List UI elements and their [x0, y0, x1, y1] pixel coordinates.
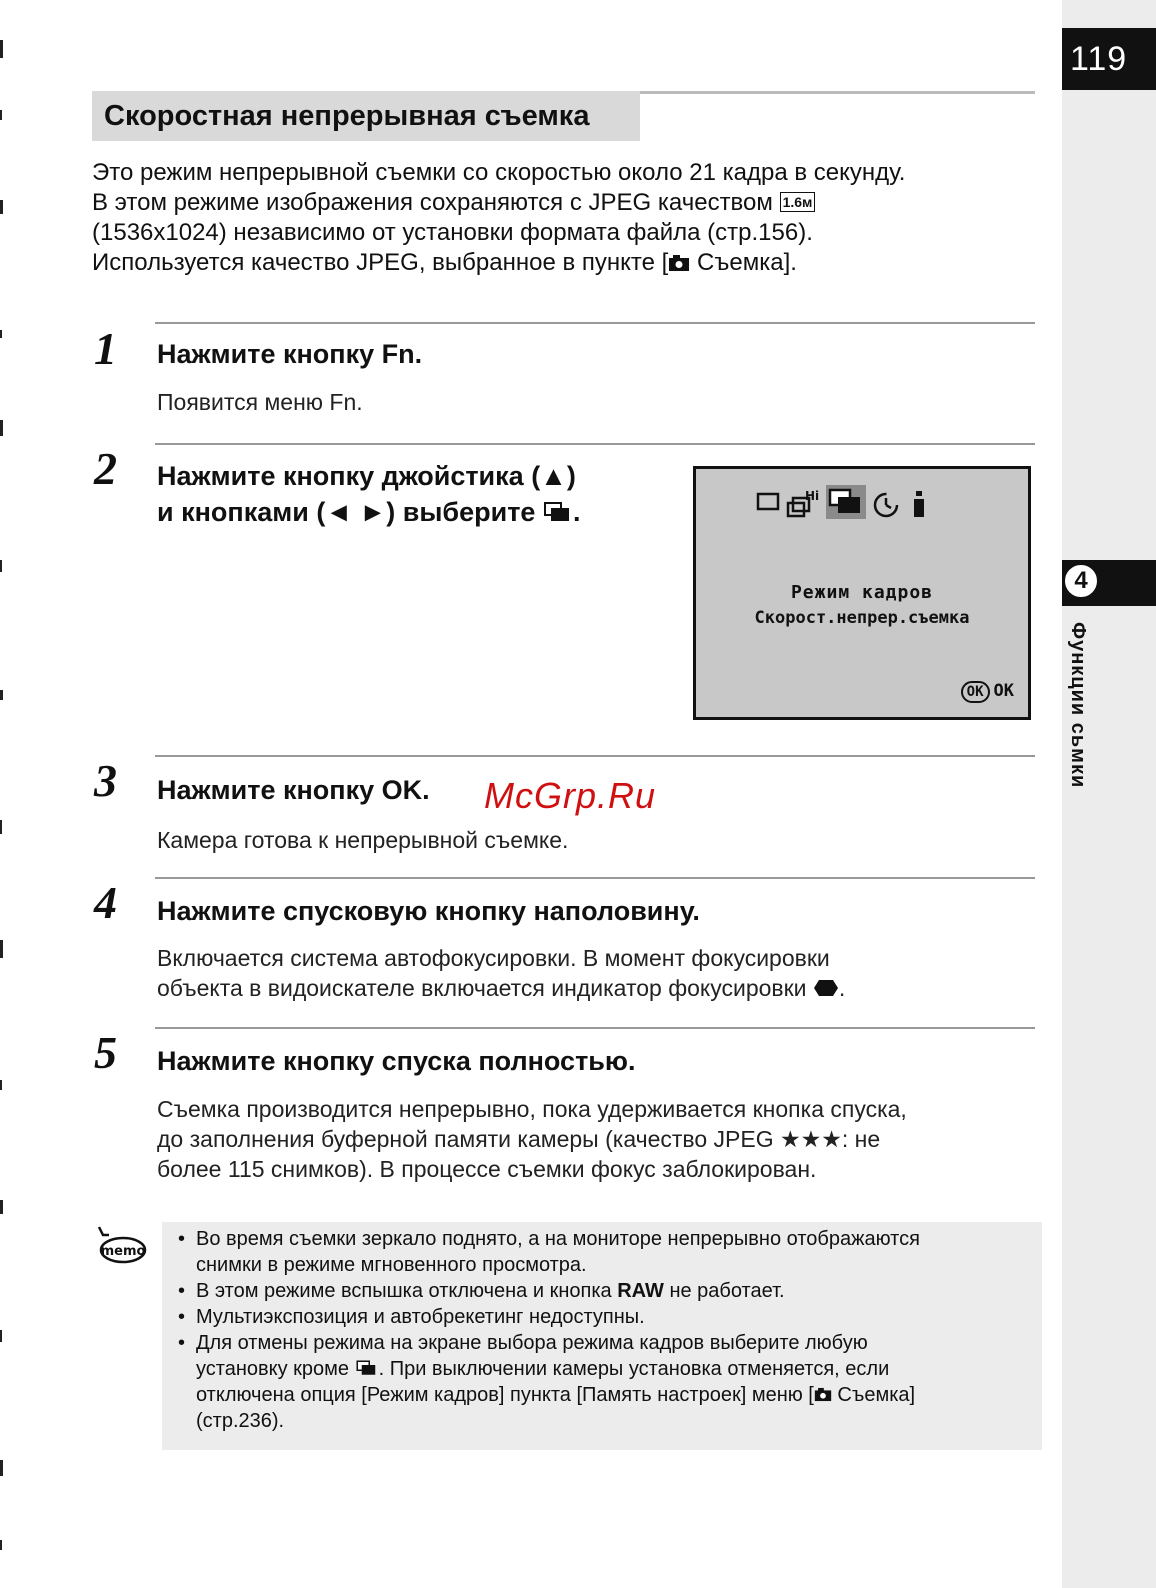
step-5-body-line-3: более 115 снимков). В процессе съемки фокус заблокирован.	[157, 1156, 817, 1182]
section-title: Скоростная непрерывная съемка	[104, 100, 590, 132]
step-3-body-line: Камера готова к непрерывной съемке.	[157, 827, 569, 853]
ok-button-icon: OK	[961, 681, 990, 703]
step-4-number: 4	[94, 877, 117, 928]
step-1-rule	[155, 322, 1035, 324]
camera-mode-label: Режим кадров	[790, 582, 934, 603]
camera-mode-value: Скорост.непрер.съемка	[754, 608, 970, 628]
step-5-body-line-2: до заполнения буферной памяти камеры (качество JPEG ★★★: не	[157, 1126, 881, 1152]
memo-item: • Для отмены режима на экране выбора режима кадров выберите любую установку кроме . При выключении камеры установка отменяется, если отключена опция [Режим кадров] пункта [Память настроек] меню [ Съемка] (стр.236).	[176, 1330, 1036, 1434]
memo-item: • В этом режиме вспышка отключена и кнопка RAW не работает.	[176, 1278, 1036, 1304]
step-2-title-line-2: и кнопками (◄ ►) выберите .	[157, 497, 581, 527]
continuous-hi-icon	[786, 489, 820, 519]
step-4-rule	[155, 877, 1035, 879]
memo-list	[176, 1226, 1036, 1434]
step-5-title: Нажмите кнопку спуска полностью.	[157, 1046, 636, 1076]
quality-badge-icon: 1.6м	[780, 192, 816, 212]
step-5-rule	[155, 1027, 1035, 1029]
step-3-body	[157, 825, 568, 855]
intro-line-1: Это режим непрерывной съемки со скоростью около 21 кадра в секунду.	[92, 159, 906, 186]
step-5-body	[157, 1094, 907, 1184]
burst-mode-icon	[543, 500, 573, 524]
scan-margin-marks	[0, 0, 6, 1588]
watermark-text: McGrp.Ru	[484, 775, 657, 816]
step-3-title: Нажмите кнопку OK.	[157, 775, 430, 805]
chapter-tab-strip	[1062, 0, 1156, 1588]
svg-text:memo: memo	[100, 1244, 146, 1259]
step-2-number: 2	[94, 443, 117, 494]
camera-ok-hint	[961, 681, 1014, 703]
memo-item: • Во время съемки зеркало поднято, а на мониторе непрерывно отображаются снимки в режиме мгновенного просмотра.	[176, 1226, 1036, 1278]
single-frame-icon	[756, 489, 780, 513]
step-2-rule	[155, 443, 1035, 445]
burst-mode-icon	[355, 1359, 379, 1377]
step-1-title: Нажмите кнопку Fn.	[157, 339, 423, 369]
drive-mode-icon-row	[756, 485, 976, 521]
chapter-number-badge: 4	[1062, 562, 1100, 600]
step-4-body-line-2: объекта в видоискателе включается индикатор фокусировки .	[157, 975, 846, 1001]
burst-icon	[826, 485, 866, 519]
svg-text:Hi: Hi	[805, 489, 820, 503]
step-4-body-line-1: Включается система автофокусировки. В момент фокусировки	[157, 945, 830, 971]
intro-line-3: (1536x1024) независимо от установки формата файла (стр.156).	[92, 219, 813, 246]
step-1-number: 1	[94, 323, 117, 374]
step-3-number: 3	[94, 755, 117, 806]
step-4-body	[157, 943, 845, 1003]
page-number: 119	[1070, 40, 1128, 78]
memo-icon	[95, 1225, 147, 1265]
step-2-title	[157, 458, 580, 530]
step-4-title: Нажмите спусковую кнопку наполовину.	[157, 896, 700, 926]
step-5-body-line-1: Съемка производится непрерывно, пока удерживается кнопка спуска,	[157, 1096, 907, 1122]
chapter-title: Функции сьмки	[1067, 622, 1089, 789]
memo-item: • Мультиэкспозиция и автобрекетинг недоступны.	[176, 1304, 1036, 1330]
page-number-box	[1062, 28, 1156, 90]
intro-paragraph	[92, 158, 1042, 278]
step-1-body-line: Появится меню Fn.	[157, 389, 363, 415]
camera-icon	[668, 254, 690, 272]
camera-lcd-screen	[693, 466, 1031, 720]
camera-icon	[814, 1387, 832, 1402]
section-title-box	[92, 91, 640, 141]
self-timer-icon	[872, 489, 900, 519]
step-2-title-line-1: Нажмите кнопку джойстика (▲)	[157, 461, 576, 491]
step-3-rule	[155, 755, 1035, 757]
intro-line-2: В этом режиме изображения сохраняются с JPEG качеством 1.6м	[92, 188, 1042, 218]
step-1-body	[157, 387, 363, 417]
step-5-number: 5	[94, 1027, 117, 1078]
focus-indicator-icon	[813, 979, 839, 997]
ok-label: OK	[993, 681, 1014, 701]
intro-line-4: Используется качество JPEG, выбранное в пункте [ Съемка].	[92, 249, 797, 276]
remote-icon	[910, 489, 928, 519]
